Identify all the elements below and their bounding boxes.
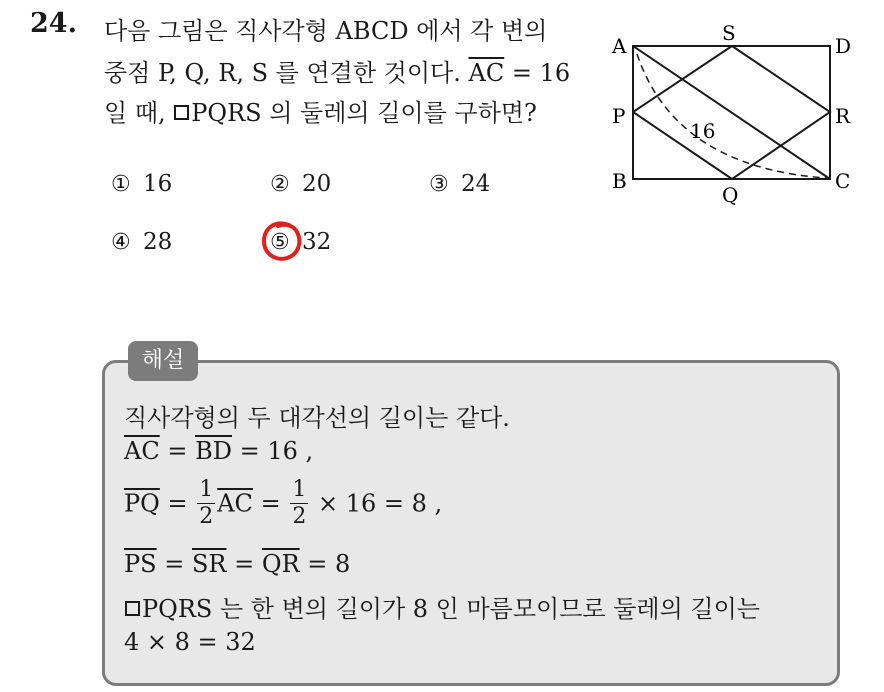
label-b: B bbox=[612, 169, 627, 193]
question-number: 24. bbox=[30, 8, 77, 39]
choice-2[interactable]: ② 20 bbox=[270, 171, 332, 197]
label-r: R bbox=[835, 104, 851, 128]
label-s: S bbox=[722, 24, 736, 45]
choice-4[interactable]: ④ 28 bbox=[111, 229, 173, 255]
solution-line2: $\overline{AC} = \overline{BD} = 16$ , bbox=[124, 437, 314, 465]
label-q: Q bbox=[722, 183, 739, 207]
label-a: A bbox=[612, 34, 627, 58]
rectangle-figure bbox=[600, 24, 860, 214]
solution-line3: $\overline{PQ}$ = $\frac{1}{2}$ $\overline{AC}$ = $\frac{1}{2}$ × 16 = 8 , bbox=[124, 477, 443, 529]
label-p: P bbox=[612, 104, 626, 128]
solution-line1: 직사각형의 두 대각선의 길이는 같다. bbox=[124, 404, 510, 432]
solution-line5: PQRS 는 한 변의 길이가 8 인 마름모이므로 둘레의 길이는 bbox=[124, 589, 760, 624]
segment-ac: $\overline{AC}$ bbox=[468, 59, 505, 87]
answer-circle-mark bbox=[259, 218, 305, 264]
solution-tab: 해설 bbox=[128, 341, 198, 381]
question-text-line1: 다음 그림은 직사각형 ABCD 에서 각 변의 bbox=[104, 17, 548, 45]
label-d: D bbox=[835, 34, 852, 58]
question-text-line3: 일 때, PQRS 의 둘레의 길이를 구하면? bbox=[104, 99, 537, 127]
length-label: 16 bbox=[690, 119, 716, 143]
square-symbol-icon bbox=[125, 601, 140, 616]
choice-1[interactable]: ① 16 bbox=[111, 171, 173, 197]
choice-5[interactable]: ⑤ 32 bbox=[270, 229, 332, 255]
square-symbol-icon bbox=[174, 105, 189, 120]
choice-3[interactable]: ③ 24 bbox=[429, 171, 491, 197]
solution-line6: 4 × 8 = 32 bbox=[124, 628, 256, 656]
solution-line4: $\overline{PS} = \overline{SR} = \overline{QR} = 8$ bbox=[124, 550, 351, 578]
fraction-half-2: $\frac{1}{2}$ bbox=[292, 477, 307, 529]
fraction-half-1: $\frac{1}{2}$ bbox=[199, 477, 214, 529]
label-c: C bbox=[835, 169, 851, 193]
question-text-line2: 중점 P, Q, R, S 를 연결한 것이다. $\overline{AC} = 16$ bbox=[104, 59, 571, 87]
